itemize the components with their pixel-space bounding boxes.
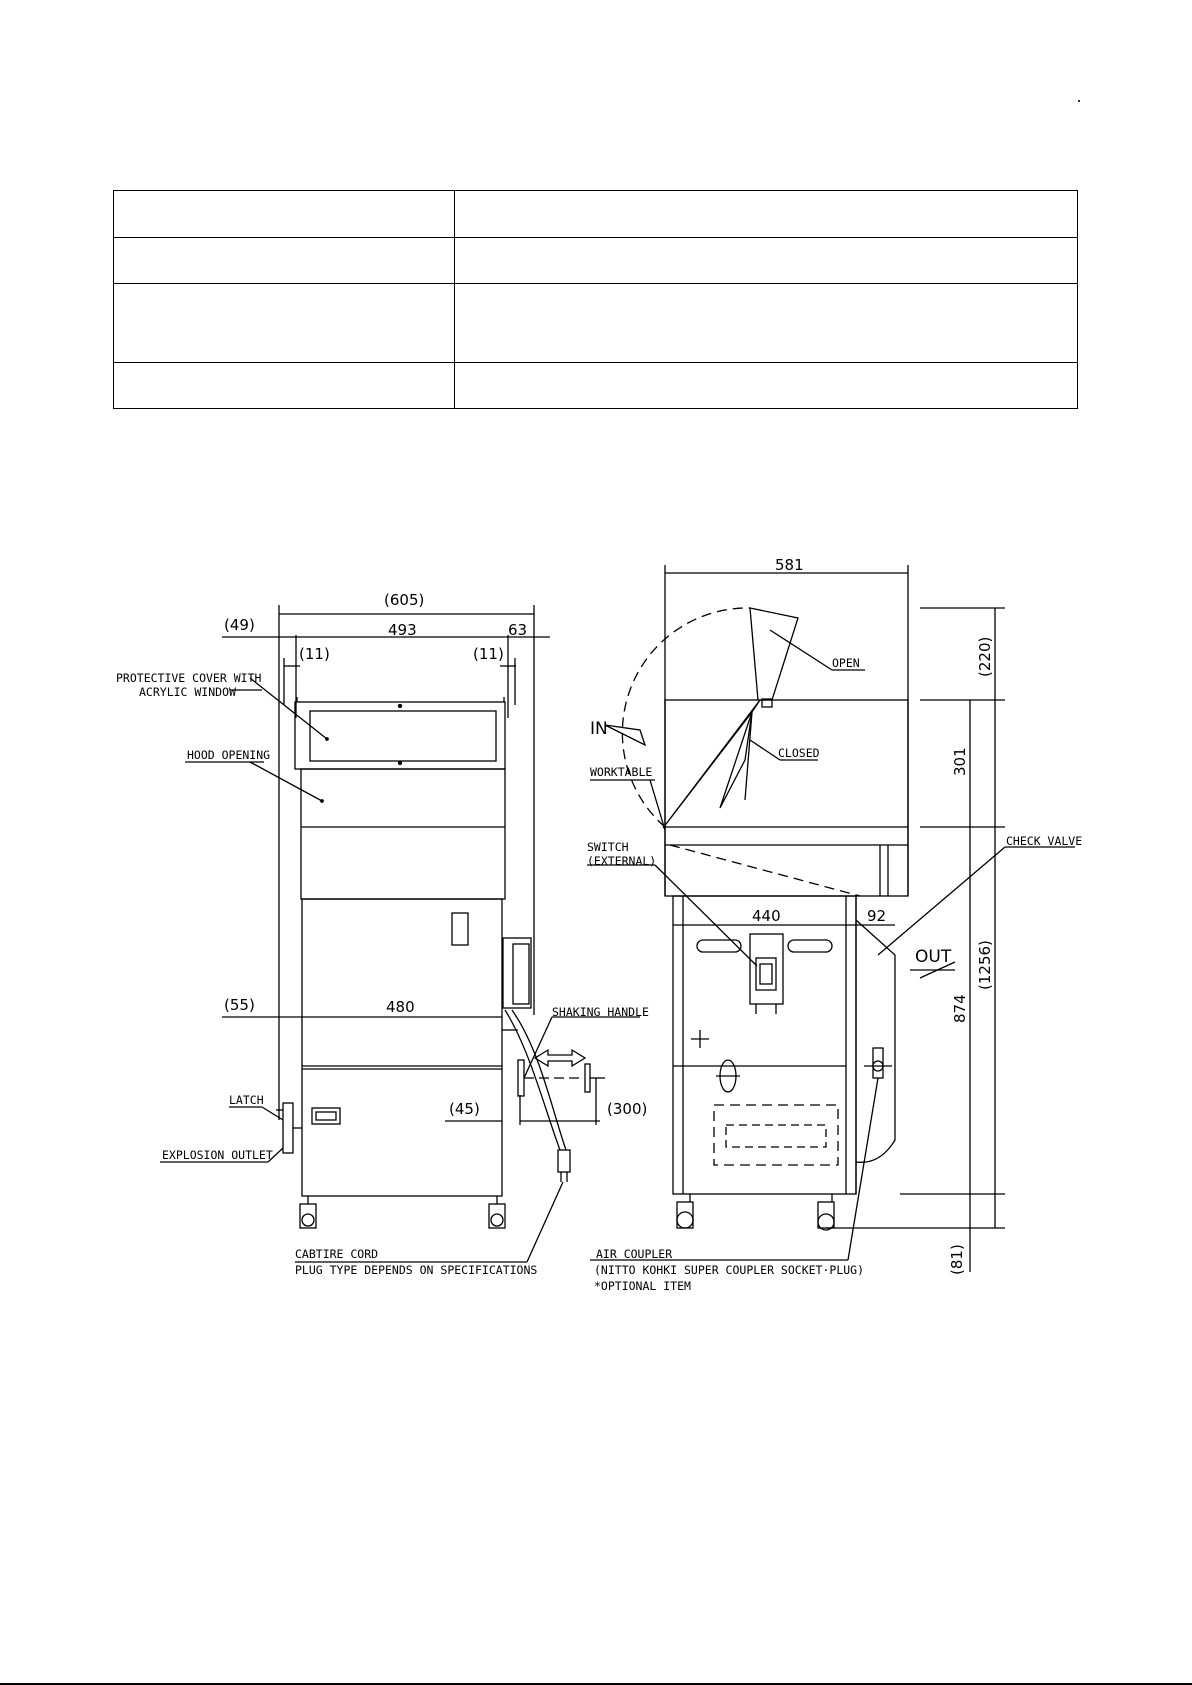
dim-right-offset: 63 xyxy=(508,621,528,639)
label-shaking-handle: SHAKING HANDLE xyxy=(552,1005,649,1019)
label-switch-1: SWITCH xyxy=(587,840,629,854)
dim-handle-travel: (300) xyxy=(607,1100,648,1118)
dim-left-inset: (11) xyxy=(299,645,330,663)
dim-total-height: (1256) xyxy=(976,940,994,990)
dim-right-inset: (11) xyxy=(473,645,504,663)
label-check-valve: CHECK VALVE xyxy=(1006,834,1083,848)
dim-lower-height: 874 xyxy=(951,994,969,1023)
label-switch-2: (EXTERNAL) xyxy=(587,854,657,868)
dim-overall-width: (605) xyxy=(384,591,425,609)
dim-upper-height: 301 xyxy=(951,747,969,776)
label-protective-cover-2: ACRYLIC WINDOW xyxy=(139,685,236,699)
label-air-coupler-1: AIR COUPLER xyxy=(596,1247,673,1261)
label-latch: LATCH xyxy=(229,1093,264,1107)
dim-body-width: 493 xyxy=(388,621,417,639)
dim-base-width: 440 xyxy=(752,907,781,925)
label-open: OPEN xyxy=(832,656,860,670)
label-out: OUT xyxy=(915,947,952,967)
label-cabtire-cord-2: PLUG TYPE DEPENDS ON SPECIFICATIONS xyxy=(295,1263,538,1277)
dim-caster-height: (81) xyxy=(948,1244,966,1275)
dim-left-margin: (55) xyxy=(224,996,255,1014)
dim-left-offset: (49) xyxy=(224,616,255,634)
dim-top-width: 581 xyxy=(775,556,804,574)
label-protective-cover-1: PROTECTIVE COVER WITH xyxy=(116,671,262,685)
label-closed: CLOSED xyxy=(778,746,820,760)
dim-handle-offset: (45) xyxy=(449,1100,480,1118)
label-worktable: WORKTABLE xyxy=(590,765,653,779)
dim-side-depth: 92 xyxy=(867,907,887,925)
label-air-coupler-2: (NITTO KOHKI SUPER COUPLER SOCKET·PLUG) xyxy=(594,1263,865,1277)
dim-hood-height: (220) xyxy=(976,636,994,677)
label-in: IN xyxy=(590,719,608,739)
front-view xyxy=(160,605,640,1262)
dim-inner-width: 480 xyxy=(386,998,415,1016)
label-cabtire-cord-1: CABTIRE CORD xyxy=(295,1247,379,1261)
label-hood-opening: HOOD OPENING xyxy=(187,748,271,762)
label-air-coupler-3: *OPTIONAL ITEM xyxy=(594,1279,691,1293)
side-view xyxy=(587,565,1075,1272)
label-explosion-outlet: EXPLOSION OUTLET xyxy=(162,1148,273,1162)
